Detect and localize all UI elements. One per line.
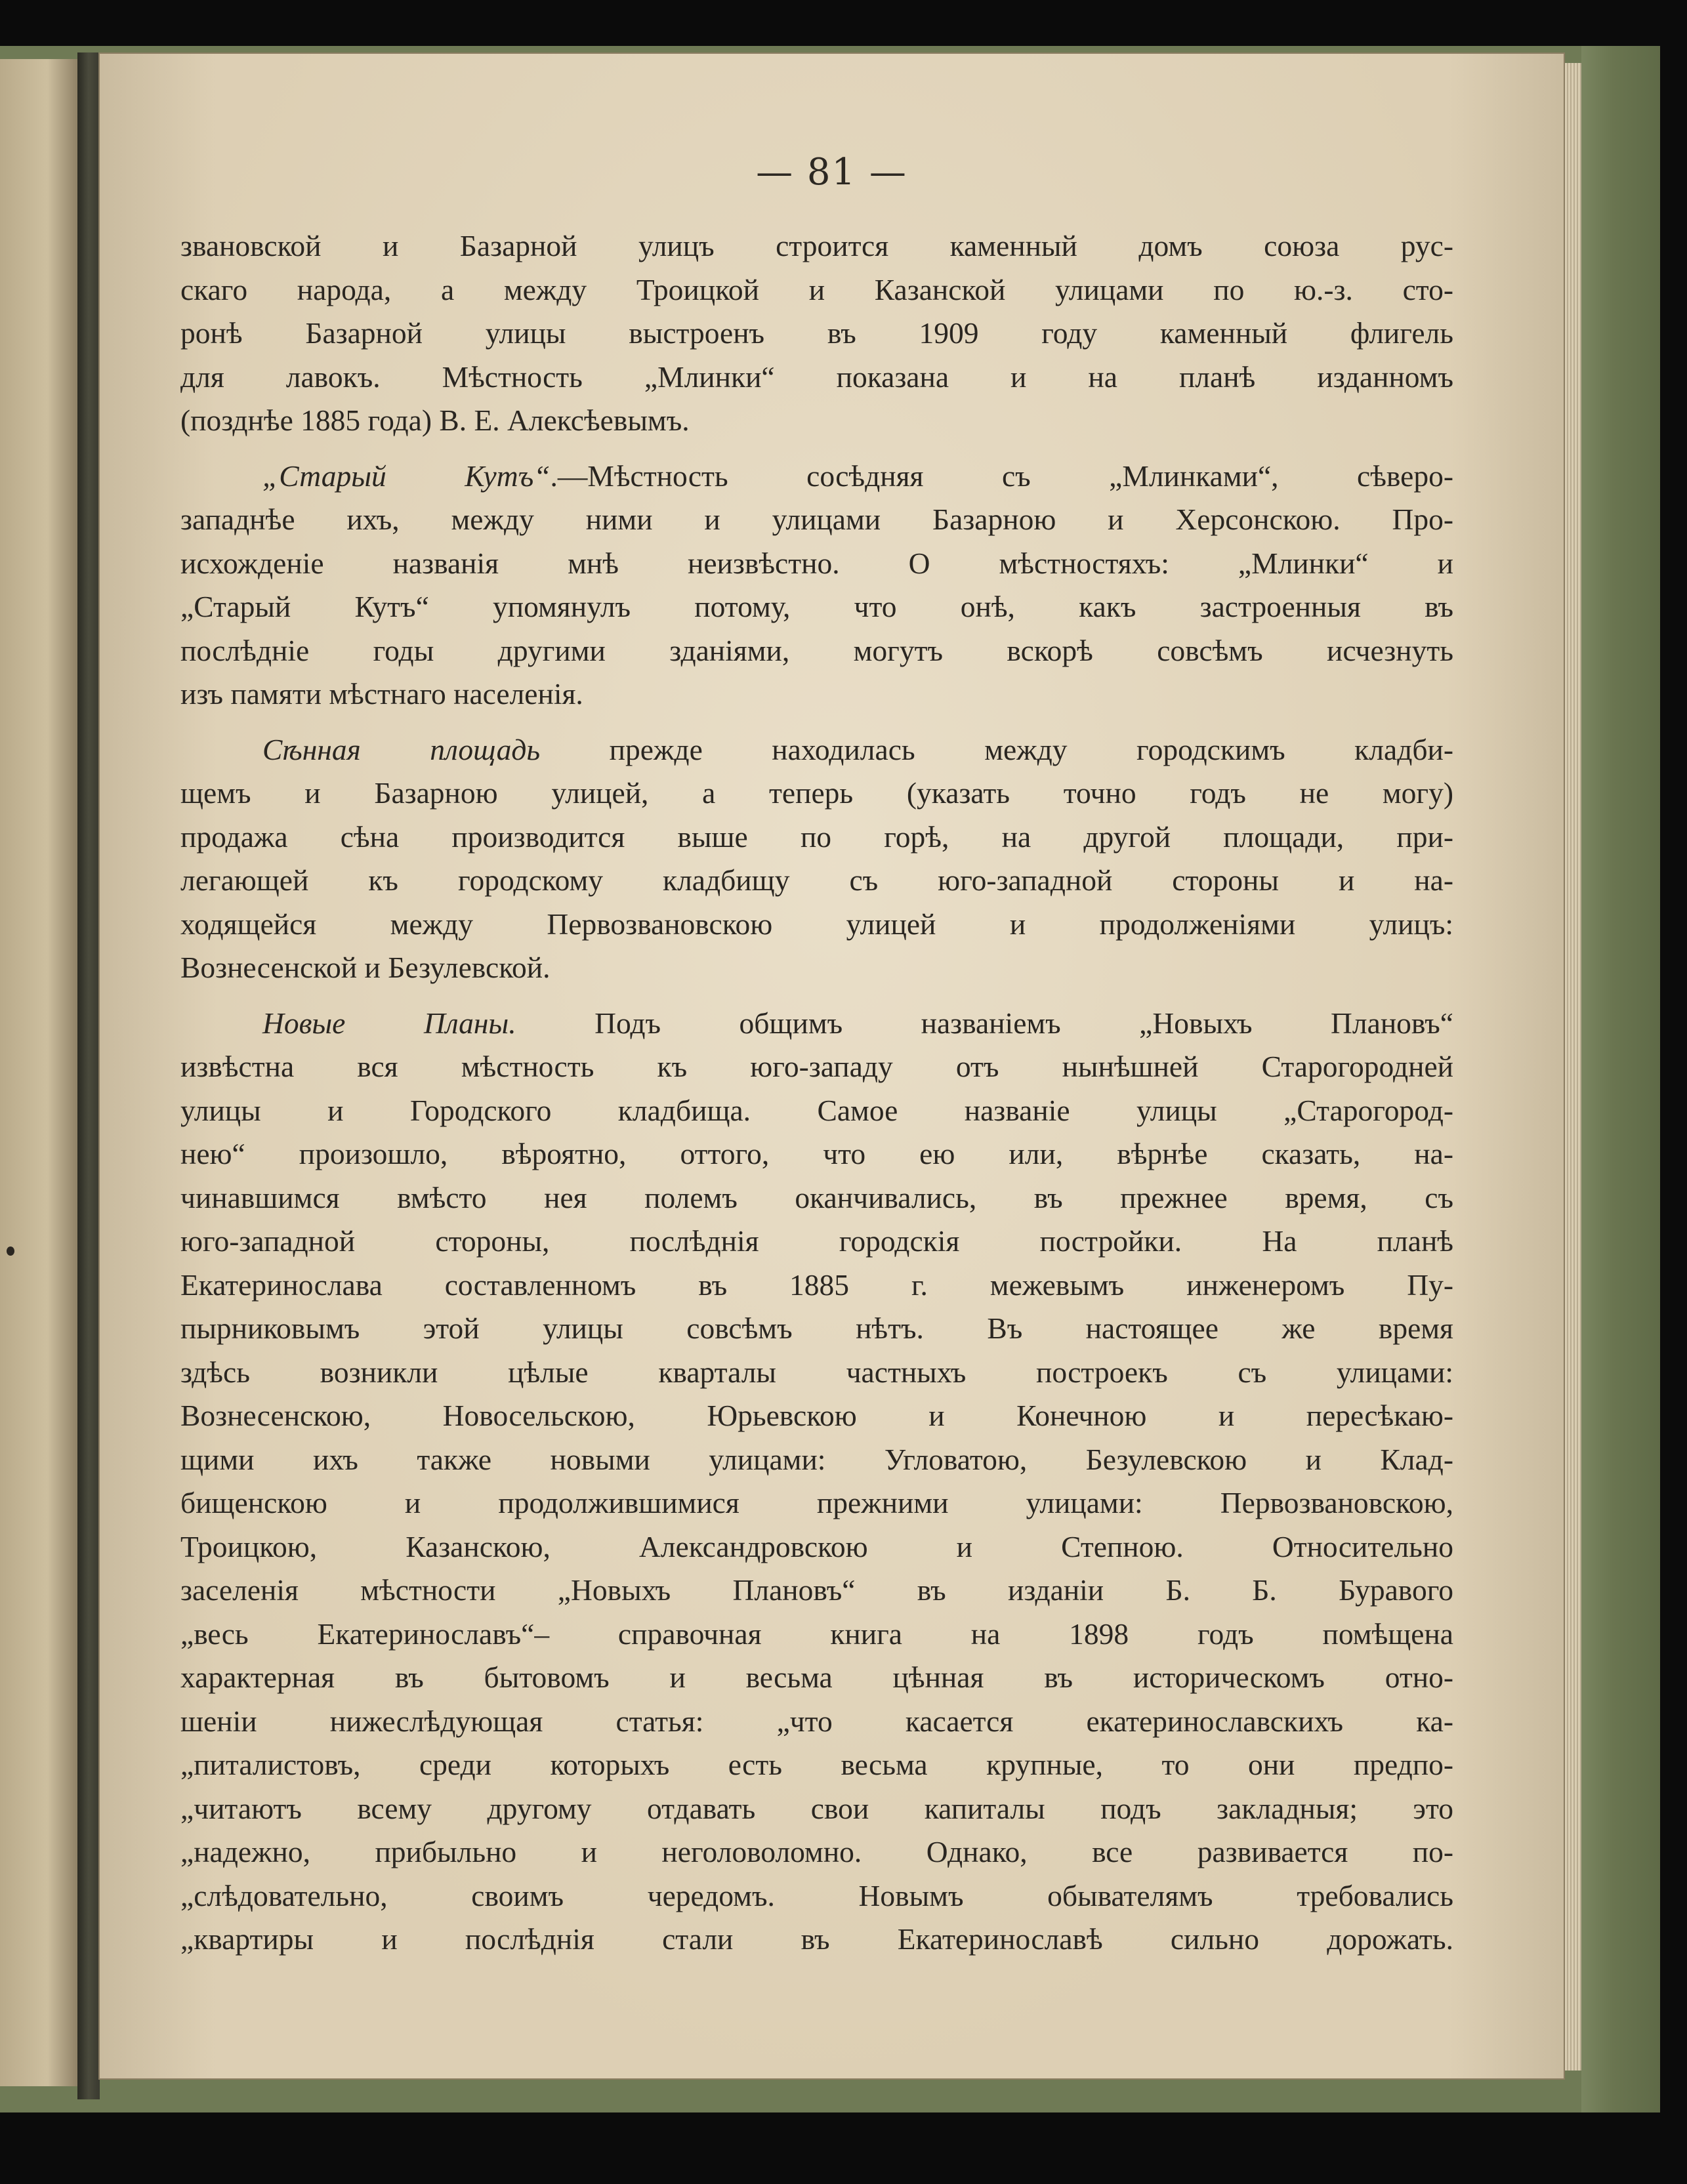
paragraph-gap [180,990,1453,1002]
line-text: „питалистовъ, среди которыхъ есть весьма крупные, то они предпо- [180,1748,1453,1781]
left-page-edge [0,59,79,2086]
line-text: Вознесенской и Безулевской. [180,951,551,984]
text-line [180,629,1453,673]
line-text: ходящейся между Первозвановскою улицей и продолженіями улицъ: [180,907,1453,941]
line-text: извѣстна вся мѣстность къ юго-западу отъ нынѣшней Старогородней [180,1050,1453,1083]
line-text: пырниковымъ этой улицы совсѣмъ нѣтъ. Въ настоящее же время [180,1311,1453,1345]
line-text: „весь Екатеринославъ“– справочная книга на 1898 годъ помѣщена [180,1617,1453,1651]
line-text: характерная въ бытовомъ и весьма цѣнная въ историческомъ отно- [180,1660,1453,1694]
text-line [180,455,1453,499]
text-line [180,1351,1453,1395]
speck-mark [7,1247,14,1256]
italic-heading: Новые Планы. [262,1006,516,1040]
text-line [180,772,1453,815]
line-text: легающей къ городскому кладбищу съ юго-западной стороны и на- [180,863,1453,897]
line-text: Екатеринослава составленномъ въ 1885 г. межевымъ инженеромъ Пу- [180,1267,1453,1302]
text-line [180,1132,1453,1176]
line-text: Вознесенскою, Новосельскою, Юрьевскою и Конечною и пересѣкаю- [180,1399,1453,1432]
line-text: продажа сѣна производится выше по горѣ, на другой площади, при- [180,819,1453,854]
text-line [180,1307,1453,1351]
line-text: для лавокъ. Мѣстность „Млинки“ показана и на планѣ изданномъ [180,360,1453,394]
text-line [180,1700,1453,1744]
line-text: изъ памяти мѣстнаго населенія. [180,677,583,711]
text-line [180,1525,1453,1569]
text-line [180,946,1453,990]
line-text: нею“ произошло, вѣроятно, оттого, что ею или, вѣрнѣе сказать, на- [180,1137,1453,1170]
line-text: щемъ и Базарною улицей, а теперь (указать точно годъ не могу) [180,776,1453,810]
text-line [180,1613,1453,1657]
line-text: скаго народа, а между Троицкой и Казанской улицами по ю.-з. сто- [180,272,1453,306]
line-text: юго-западной стороны, послѣднія городскія постройки. На планѣ [180,1224,1453,1258]
cover-edge [1581,46,1660,2112]
text-line [180,1481,1453,1525]
text-line [180,903,1453,947]
line-text: .—Мѣстность сосѣдняя съ „Млинками“, сѣверо- [550,459,1453,493]
book-spine [77,52,100,2099]
line-text: „надежно, прибыльно и неголоволомно. Однако, все развивается по- [180,1835,1453,1868]
line-text: Троицкою, Казанскою, Александровскою и Степною. Относительно [180,1529,1453,1563]
line-text: (позднѣе 1885 года) В. Е. Алексѣевымъ. [180,403,690,437]
line-text: Подъ общимъ названіемъ „Новыхъ Плановъ“ [516,1006,1453,1040]
text-line [180,1220,1453,1264]
text-line [180,672,1453,716]
line-text: бищенскою и продолжившимися прежними улицами: Первозвановскою, [180,1486,1453,1519]
line-text: „слѣдовательно, своимъ чередомъ. Новымъ обывателямъ требовались [180,1878,1453,1912]
line-text: „читаютъ всему другому отдавать свои капиталы подъ закладныя; это [180,1791,1453,1825]
line-text: щими ихъ также новыми улицами: Угловатою, Безулевскою и Клад- [180,1442,1453,1476]
text-line [180,1002,1453,1046]
line-text: шеніи нижеслѣдующая статья: „что касается екатеринославскихъ ка- [180,1704,1453,1738]
text-line [180,542,1453,586]
line-text: здѣсь возникли цѣлые кварталы частныхъ построекъ съ улицами: [180,1355,1453,1389]
text-line [180,1569,1453,1613]
text-line [180,1743,1453,1787]
italic-heading: Сѣнная площадь [262,732,541,766]
text-line [180,1045,1453,1089]
line-text: послѣдніе годы другими зданіями, могутъ вскорѣ совсѣмъ исчезнуть [180,633,1453,667]
text-line [180,1918,1453,1962]
line-text: „Старый Кутъ“ упомянулъ потому, что онѣ, какъ застроенныя въ [180,590,1453,623]
line-text: улицы и Городского кладбища. Самое названіе улицы „Старогород- [180,1093,1453,1127]
text-line [180,1176,1453,1220]
line-text: чинавшимся вмѣсто нея полемъ оканчивались, въ прежнее время, съ [180,1180,1453,1214]
line-text: звановской и Базарной улицъ строится каменный домъ союза рус- [180,229,1453,262]
italic-heading: „Старый Кутъ“ [262,459,551,493]
text-line [180,312,1453,356]
text-line [180,1394,1453,1438]
text-line [180,356,1453,400]
text-line [180,1787,1453,1831]
text-line [180,585,1453,629]
text-line [180,498,1453,542]
text-line [180,815,1453,859]
text-line [180,1264,1453,1308]
line-text: „квартиры и послѣднія стали въ Екатеринославѣ сильно дорожать. [180,1922,1453,1956]
text-line [180,224,1453,268]
text-line [180,268,1453,312]
text-line [180,859,1453,903]
text-line [180,399,1453,443]
line-text: исхожденіе названія мнѣ неизвѣстно. О мѣстностяхъ: „Млинки“ и [180,546,1453,580]
line-text: прежде находилась между городскимъ кладби- [540,732,1453,766]
line-text: заселенія мѣстности „Новыхъ Плановъ“ въ изданіи Б. Б. Буравого [180,1573,1453,1607]
line-text: ронѣ Базарной улицы выстроенъ въ 1909 году каменный флигель [180,316,1453,350]
paragraph-gap [180,716,1453,728]
page-number: — 81 — [756,151,907,194]
book-page [98,52,1565,2080]
text-line [180,1656,1453,1700]
text-line [180,1089,1453,1133]
line-text: западнѣе ихъ, между ними и улицами Базарною и Херсонскою. Про- [180,503,1453,536]
text-line [180,728,1453,772]
text-line [180,1830,1453,1874]
text-line [180,1874,1453,1918]
paragraph-gap [180,443,1453,455]
text-line [180,1438,1453,1482]
page-text [180,224,1453,1962]
